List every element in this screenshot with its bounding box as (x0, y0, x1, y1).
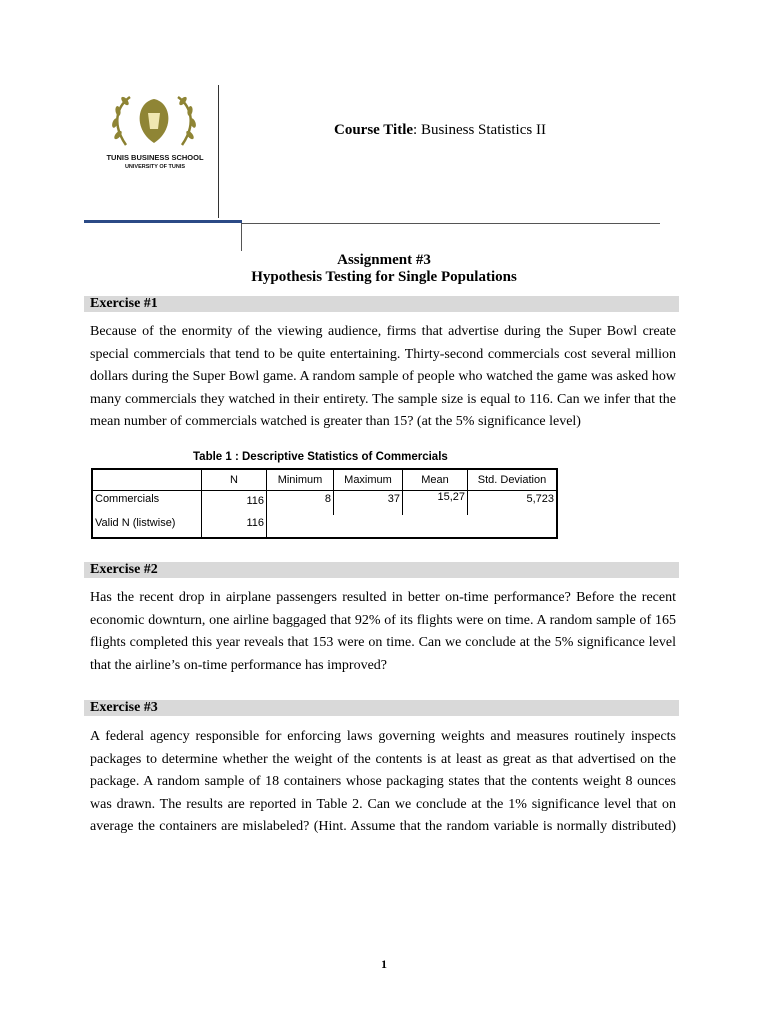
descriptive-statistics-table (91, 468, 558, 539)
text-line: that the airline’s on-time performance has improved? (90, 657, 388, 673)
header-rule (242, 223, 660, 224)
text-line: economic downturn, one airline baggaged that 92% of its flights were on time. A random sample of 165 (90, 612, 676, 628)
exercise-1-text (90, 321, 676, 434)
course-title-name: : Business Statistics II (413, 122, 546, 138)
exercise-2-heading: Exercise #2 (84, 562, 679, 578)
table-cell (267, 515, 334, 538)
table-header-row (92, 469, 557, 491)
table-cell (403, 515, 468, 538)
table-cell: 116 (202, 491, 267, 516)
course-title (334, 122, 546, 139)
exercise-3-text (90, 726, 676, 839)
text-line: mean number of commercials watched is greater than 15? (at the 5% significance level) (90, 414, 581, 429)
table-header-cell: Mean (403, 469, 468, 491)
text-line: packages to determine whether the weight of the contents is at least as great as that advertised on the (90, 751, 676, 767)
page-number: 1 (381, 957, 387, 971)
text-line: Has the recent drop in airplane passengers resulted in better on-time performance? Before the recent (90, 590, 676, 605)
assignment-number: Assignment #3 (337, 252, 431, 268)
text-line: Because of the enormity of the viewing audience, firms that advertise during the Super Bowl create (90, 324, 676, 339)
exercise-3-heading: Exercise #3 (84, 700, 679, 716)
table-cell: 15,27 (403, 491, 468, 516)
table-cell (334, 515, 403, 538)
table-header-cell: N (202, 469, 267, 491)
table-cell: 37 (334, 491, 403, 516)
text-line: was drawn. The results are reported in Table 2. Can we conclude at the 1% significance level that on (90, 796, 676, 812)
exercise-1-heading: Exercise #1 (84, 296, 679, 312)
table-cell: 8 (267, 491, 334, 516)
text-line: package. A random sample of 18 containers whose packaging states that the contents weight 8 ounces (90, 774, 676, 789)
exercise-2-text (90, 587, 676, 677)
header-rule-vertical (241, 223, 242, 251)
text-line: average the containers are mislabeled? (Hint. Assume that the random variable is normally distributed) (90, 819, 676, 834)
course-title-label: Course Title (334, 122, 414, 138)
logo-school-name: TUNIS BUSINESS SCHOOL (106, 153, 204, 162)
table-cell: Commercials (92, 491, 202, 516)
text-line: A federal agency responsible for enforcing laws governing weights and measures routinely inspects (90, 729, 676, 744)
text-line: special commercials that tend to be quite entertaining. Thirty-second commercials cost several million (90, 346, 676, 362)
table-header-cell: Std. Deviation (468, 469, 558, 491)
table-header-cell: Maximum (334, 469, 403, 491)
school-logo (90, 85, 219, 218)
header-rule-accent (84, 220, 242, 223)
table-cell: 116 (202, 515, 267, 538)
table-cell (468, 515, 558, 538)
table-row (92, 491, 557, 516)
logo-university-name: UNIVERSITY OF TUNIS (124, 164, 186, 170)
eagle-wreath-icon (90, 85, 218, 218)
table-row (92, 515, 557, 538)
table-cell: 5,723 (468, 491, 558, 516)
table-1-caption: Table 1 : Descriptive Statistics of Commercials (193, 451, 448, 463)
table-header-cell: Minimum (267, 469, 334, 491)
text-line: many commercials they watched in their entirety. The sample size is equal to 116. Can we infer that the (90, 391, 676, 407)
text-line: flights completed this year reveals that 153 were on time. Can we conclude at the 5% significance level (90, 635, 676, 650)
table-header-cell (92, 469, 202, 491)
text-line: dollars during the Super Bowl game. A random sample of people who watched the game was asked how (90, 369, 676, 384)
table-cell: Valid N (listwise) (92, 515, 202, 538)
assignment-title: Hypothesis Testing for Single Populations (251, 269, 517, 285)
